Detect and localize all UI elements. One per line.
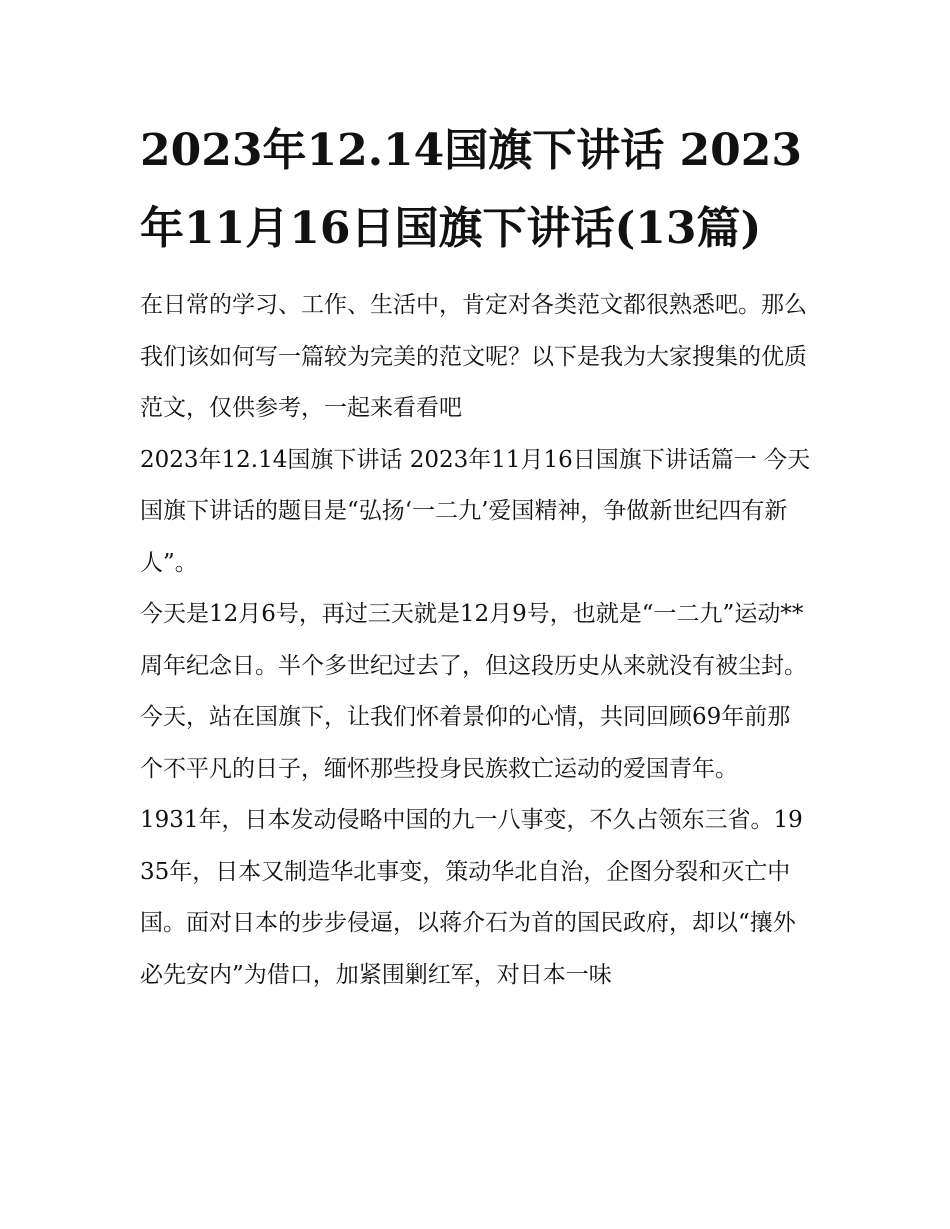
body-paragraph-2: 今天是12月6号，再过三天就是12月9号，也就是“一二九”运动**周年纪念日。半个多世纪过去了，但这段历史从来就没有被尘封。今天，站在国旗下，让我们怀着景仰的心情，共同回顾69年前那个不平凡的日子，缅怀那些投身民族救亡运动的爱国青年。 — [140, 601, 807, 782]
document-title: 2023年12.14国旗下讲话 2023年11月16日国旗下讲话(13篇) — [140, 125, 803, 254]
body-paragraph-1: 2023年12.14国旗下讲话 2023年11月16日国旗下讲话篇一 今天国旗下讲话的题目是“弘扬‘一二九’爱国精神，争做新世纪四有新人”。 — [140, 446, 811, 576]
intro-paragraph: 在日常的学习、工作、生活中，肯定对各类范文都很熟悉吧。那么我们该如何写一篇较为完美的范文呢？以下是我为大家搜集的优质范文，仅供参考，一起来看看吧 — [140, 292, 807, 421]
document-body — [140, 112, 812, 1001]
body-paragraph-3: 1931年，日本发动侵略中国的九一八事变，不久占领东三省。1935年，日本又制造华北事变，策动华北自治，企图分裂和灭亡中国。面对日本的步步侵逼，以蒋介石为首的国民政府，却以“攘外必先安内”为借口，加紧围剿红军，对日本一味 — [140, 807, 803, 988]
